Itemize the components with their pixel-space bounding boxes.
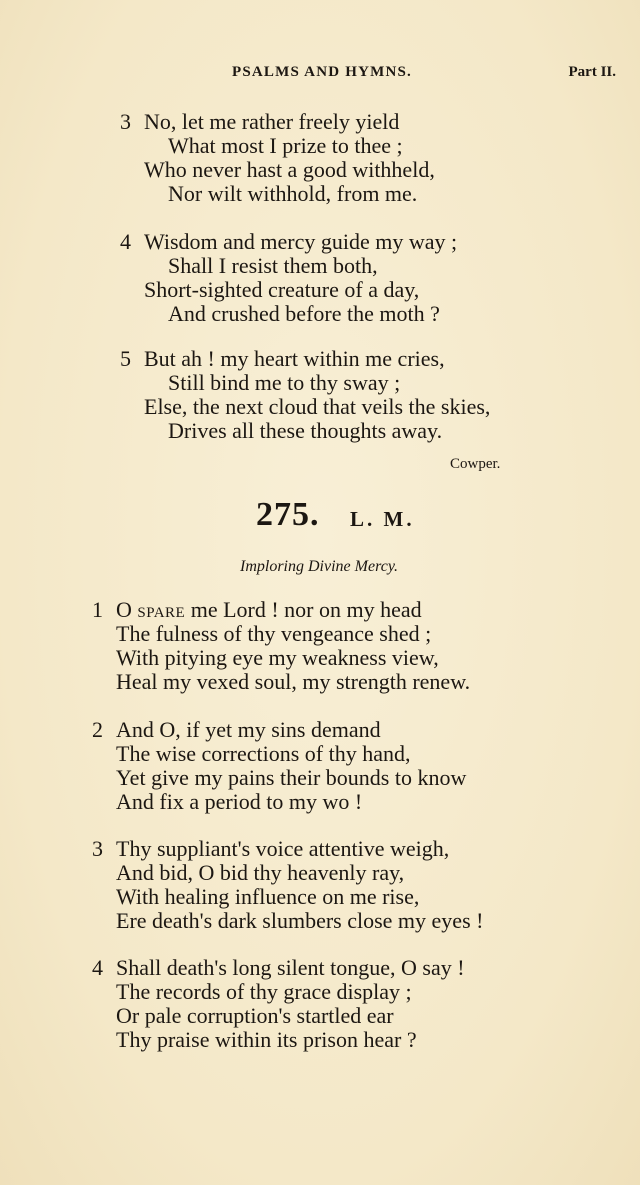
stanza-number: 5 <box>120 346 131 371</box>
verse-line: Or pale corruption's startled ear <box>116 1003 394 1028</box>
verse-line: What most I prize to thee ; <box>168 133 403 158</box>
verse-line: 5 But ah ! my heart within me cries, <box>120 346 445 371</box>
verse-line: Drives all these thoughts away. <box>168 418 443 443</box>
stanza-number: 4 <box>120 229 131 254</box>
verse-line: Shall I resist them both, <box>168 253 378 278</box>
verse-line: Yet give my pains their bounds to know <box>116 765 467 790</box>
verse-line: And fix a period to my wo ! <box>116 789 363 814</box>
prev-stanza-3 <box>120 110 435 206</box>
verse-line: Heal my vexed soul, my strength renew. <box>116 669 471 694</box>
verse-line: 4 Wisdom and mercy guide my way ; <box>120 229 458 254</box>
verse-line: With healing influence on me rise, <box>116 884 420 909</box>
verse-line: Who never hast a good withheld, <box>144 157 435 182</box>
verse-line: 3 No, let me rather freely yield <box>120 109 400 134</box>
verse-line: The records of thy grace display ; <box>116 979 412 1004</box>
verse-line: 4 Shall death's long silent tongue, O say ! <box>92 955 465 980</box>
prev-stanza-5 <box>120 347 490 443</box>
verse-line: 1 O spare me Lord ! nor on my head <box>92 597 422 622</box>
verse-line: Else, the next cloud that veils the skies, <box>144 394 491 419</box>
verse-line: 3 Thy suppliant's voice attentive weigh, <box>92 836 450 861</box>
verse-line: Short-sighted creature of a day, <box>144 277 420 302</box>
verse-line: With pitying eye my weakness view, <box>116 645 439 670</box>
stanza-number: 3 <box>92 836 103 861</box>
hymn-stanza-3 <box>92 837 483 933</box>
hymn-stanza-1 <box>92 598 470 694</box>
small-caps-word: spare <box>137 597 186 622</box>
verse-line: 2 And O, if yet my sins demand <box>92 717 381 742</box>
prev-stanza-4 <box>120 230 457 326</box>
verse-line: The fulness of thy vengeance shed ; <box>116 621 432 646</box>
verse-line: Still bind me to thy sway ; <box>168 370 401 395</box>
verse-line: And crushed before the moth ? <box>168 301 440 326</box>
stanza-number: 4 <box>92 955 103 980</box>
hymn-number: 275. <box>256 496 320 533</box>
page-header <box>0 64 640 86</box>
author-attribution: Cowper. <box>450 456 501 472</box>
hymn-title: Imploring Divine Mercy. <box>240 558 399 575</box>
verse-line: Thy praise within its prison hear ? <box>116 1027 417 1052</box>
stanza-number: 2 <box>92 717 103 742</box>
verse-line: Ere death's dark slumbers close my eyes ! <box>116 908 484 933</box>
hymn-meter: L. M. <box>350 507 415 531</box>
hymn-stanza-2 <box>92 718 466 814</box>
stanza-number: 1 <box>92 597 103 622</box>
verse-line: The wise corrections of thy hand, <box>116 741 411 766</box>
hymn-stanza-4 <box>92 956 465 1052</box>
part-label: Part II. <box>568 64 616 80</box>
verse-line: And bid, O bid thy heavenly ray, <box>116 860 405 885</box>
stanza-number: 3 <box>120 109 131 134</box>
verse-line: Nor wilt withhold, from me. <box>168 181 418 206</box>
running-title: PSALMS AND HYMNS. <box>232 64 412 80</box>
